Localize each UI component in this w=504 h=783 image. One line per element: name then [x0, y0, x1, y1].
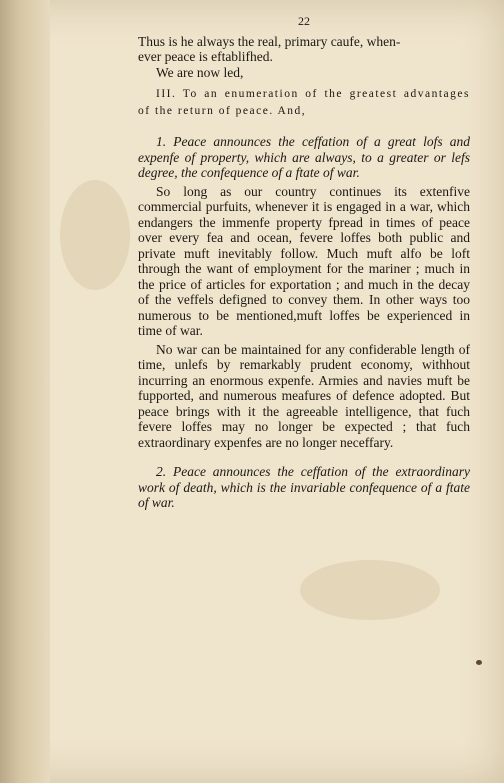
- led-line: We are now led,: [156, 64, 244, 80]
- point-one: 1. Peace announces the ceffation of a great lofs and expenfe of property, which are always, to a greater or lefs degree, the confequence of a ftate of war.: [138, 134, 470, 180]
- ink-spot: [476, 660, 482, 665]
- paper-stain: [60, 180, 130, 290]
- page-number: 22: [298, 14, 310, 28]
- section-heading: III. To an enumeration of the greatest advantages of the return of peace. And,: [138, 88, 470, 117]
- intro-line: Thus is he always the real, primary caufe, when-: [138, 33, 401, 49]
- page-text: [138, 14, 470, 511]
- intro-line: ever peace is eftablifhed.: [138, 49, 273, 64]
- paragraph-one: So long as our country continues its extenfive commercial purfuits, whenever it is engaged in a war, which endangers the immenfe property fpread in times of peace over every fea and ocean, fevere loffes both public and private muft inevitably follow. Much muft alfo be loft through the want of employment for the mariner ; much in the price of articles for exportation ; and much in the decay of the veffels defigned to convey them. In other ways too numerous to be mentioned,muft loffes be experienced in time of war.: [138, 183, 470, 338]
- page-gutter: [0, 0, 50, 783]
- point-two: 2. Peace announces the ceffation of the extraordinary work of death, which is the invariable confequence of a ftate of war.: [138, 464, 470, 510]
- paper-stain: [300, 560, 440, 620]
- paragraph-two: No war can be maintained for any confiderable length of time, unlefs by remarkably prudent economy, withhout incurring an enormous expenfe. Armies and navies muft be fupported, and numerous meafures of defence adopted. But peace brings with it the agreeable intelligence, that fuch fevere loffes may no longer be expected ; that fuch extraordinary expenfes are no longer neceffary.: [138, 341, 470, 450]
